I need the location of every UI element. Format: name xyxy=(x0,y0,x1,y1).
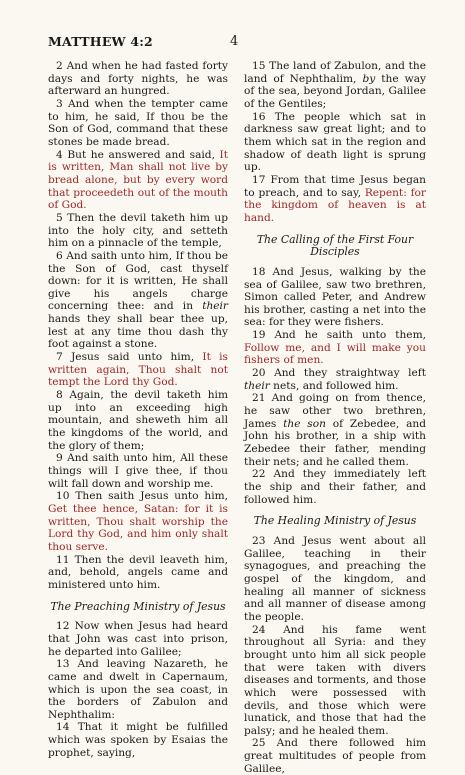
verse-17 xyxy=(244,174,426,225)
verse-15 xyxy=(244,60,426,111)
verse-8: 8 Again, the devil taketh him up into an exceeding high mountain, and sheweth him all the kingdoms of the world, and the glory of them; xyxy=(48,389,228,452)
right-column xyxy=(244,60,426,775)
verse-text: 7 Jesus said unto him, xyxy=(56,351,203,364)
verse-5: 5 Then the devil taketh him up into the holy city, and setteth him on a pinnacle of the temple, xyxy=(48,211,228,250)
verse-text: nets, and followed him. xyxy=(269,379,399,392)
verse-text: 4 But he answered and said, xyxy=(56,148,220,161)
red-letter-text: Get thee hence, Satan: for it is written, Thou shalt worship the Lord thy God, and him only shalt thou serve. xyxy=(48,502,228,553)
page-number: 4 xyxy=(230,34,239,49)
verse-text: 6 And saith unto him, If thou be the Son of God, cast thyself down: for it is written, He shall give his angels charge concerning thee: and in xyxy=(48,249,228,313)
section-heading-preaching: The Preaching Ministry of Jesus xyxy=(50,599,226,613)
page-header xyxy=(48,34,435,52)
verse-text: 17 From that time Jesus began to preach, and to say, xyxy=(244,173,426,199)
section-heading-healing: The Healing Ministry of Jesus xyxy=(253,514,417,528)
verse-text: the way of the sea, beyond Jordan, Galilee of the Gentiles; xyxy=(244,72,426,110)
verse-11: 11 Then the devil leaveth him, and, behold, angels came and ministered unto him. xyxy=(48,553,228,591)
verse-text: 10 Then saith Jesus unto him, xyxy=(56,490,228,503)
left-column xyxy=(48,60,228,759)
verse-16: 16 The people which sat in darkness saw great light; and to them which sat in the region and shadow of death light is sprung up. xyxy=(244,110,426,174)
verse-20 xyxy=(244,367,426,392)
verse-3: 3 And when the tempter came to him, he said, If thou be the Son of God, command that these stones be made bread. xyxy=(48,97,228,148)
verse-2: 2 And when he had fasted forty days and forty nights, he was afterward an hungred. xyxy=(48,60,228,98)
verse-12: 12 Now when Jesus had heard that John was cast into prison, he departed into Galilee; xyxy=(48,620,228,658)
verse-text: 21 And going on from thence, he saw other two brethren, James xyxy=(244,392,426,430)
red-letter-text: Follow me, and I will make you fishers of men. xyxy=(244,341,426,367)
running-head: MATTHEW 4:2 xyxy=(48,34,153,49)
verse-7 xyxy=(48,351,228,389)
section-heading-calling: The Calling of the First Four Disciples xyxy=(256,232,414,259)
verse-25: 25 And there followed him great multitudes of people from Galilee, xyxy=(244,737,426,775)
red-letter-text: Repent: for the kingdom of heaven is at hand. xyxy=(244,186,426,224)
italic-word: the son xyxy=(283,417,326,430)
italic-word: their xyxy=(202,300,228,313)
verse-10 xyxy=(48,490,228,553)
verse-text: 19 And he saith unto them, xyxy=(252,329,426,342)
verse-6 xyxy=(48,250,228,351)
verse-19 xyxy=(244,329,426,367)
verse-text: 20 And they straightway left xyxy=(252,367,426,380)
italic-word: by xyxy=(362,72,376,85)
verse-24: 24 And his fame went throughout all Syria: and they brought unto him all sick people that were taken with divers diseases and torments, and those which were possessed with devils, and those which were lunatick, and those that had the palsy; and he healed them. xyxy=(244,623,426,737)
verse-text: of Zebedee, and John his brother, in a ship with Zebedee their father, mending their nets; and he called them. xyxy=(244,417,426,468)
red-letter-text: It is written again, Thou shalt not tempt the Lord thy God. xyxy=(48,351,228,389)
verse-9: 9 And saith unto him, All these things will I give thee, if thou wilt fall down and worship me. xyxy=(48,452,228,490)
red-letter-text: It is written, Man shall not live by bread alone, but by every word that proceedeth out of the mouth of God. xyxy=(48,148,228,212)
verse-14: 14 That it might be fulfilled which was spoken by Esaias the prophet, saying, xyxy=(48,721,228,759)
verse-22: 22 And they immediately left the ship and their father, and followed him. xyxy=(244,468,426,506)
verse-23: 23 And Jesus went about all Galilee, teaching in their synagogues, and preaching the gospel of the kingdom, and healing all manner of sickness and all manner of disease among the people. xyxy=(244,534,426,623)
verse-text: 15 The land of Zabulon, and the land of Nephthalim, xyxy=(244,60,426,85)
verse-text: hands they shall bear thee up, lest at any time thou dash thy foot against a stone. xyxy=(48,313,228,351)
italic-word: their xyxy=(244,379,270,392)
verse-4 xyxy=(48,149,228,212)
verse-18: 18 And Jesus, walking by the sea of Galilee, saw two brethren, Simon called Peter, and Andrew his brother, casting a net into the sea: for they were fishers. xyxy=(244,265,426,329)
verse-13: 13 And leaving Nazareth, he came and dwelt in Capernaum, which is upon the sea coast, in the borders of Zabulon and Nephthalim: xyxy=(48,658,228,721)
verse-21 xyxy=(244,392,426,468)
